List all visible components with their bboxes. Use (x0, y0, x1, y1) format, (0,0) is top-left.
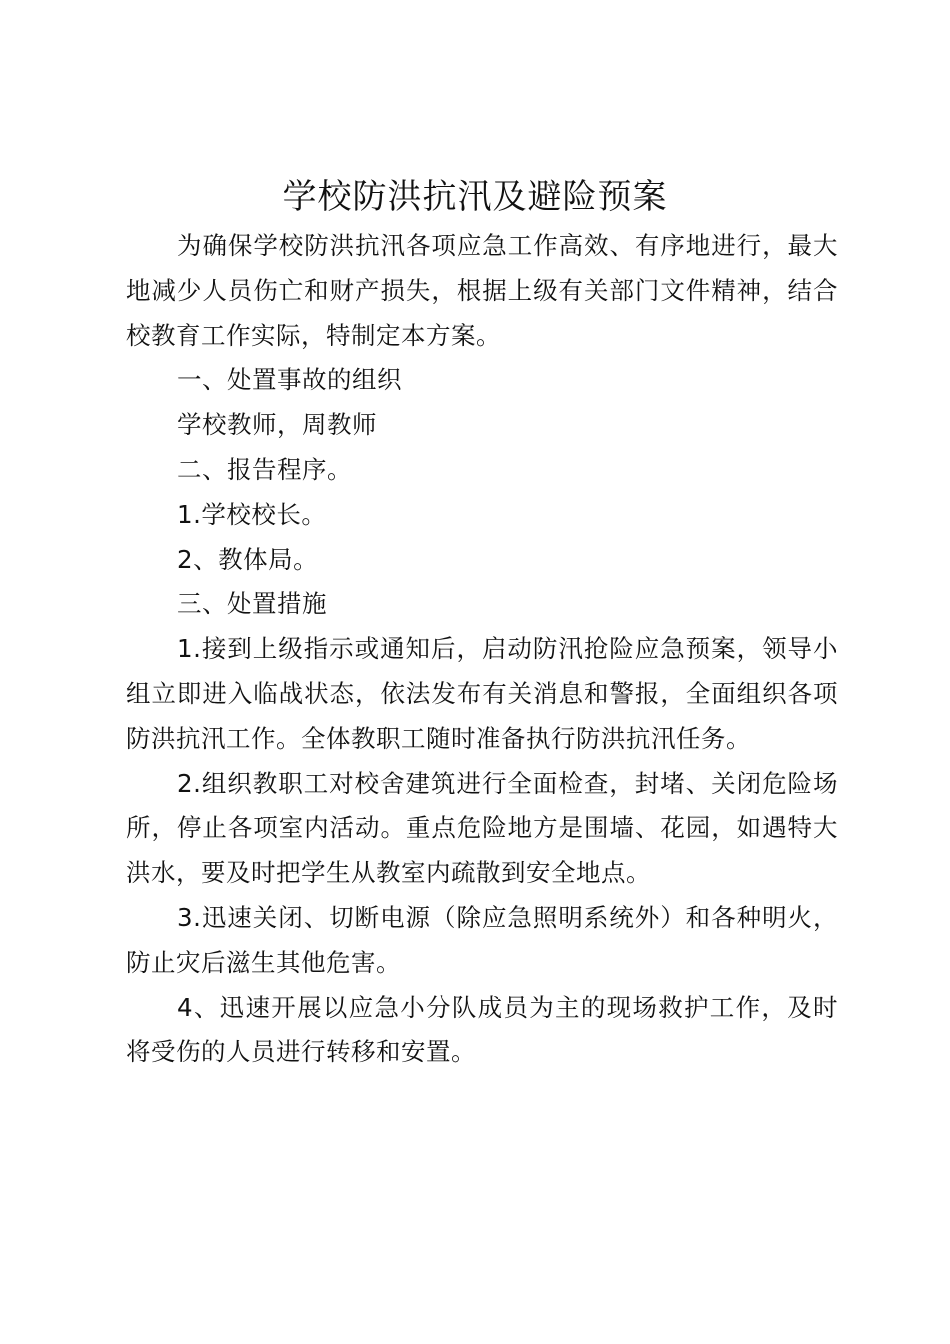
list-item-measure-3: 3.迅速关闭、切断电源（除应急照明系统外）和各种明火，防止灾后滋生其他危害。 (126, 902, 838, 977)
heading-measures: 三、处置措施 (177, 589, 327, 619)
paragraph-organization: 学校教师，周教师 (177, 410, 377, 440)
list-item-report-2: 2、教体局。 (177, 544, 319, 574)
paragraph-intro: 为确保学校防洪抗汛各项应急工作高效、有序地进行，最大地减少人员伤亡和财产损失，根据上级有关部门文件精神，结合校教育工作实际，特制定本方案。 (126, 231, 838, 350)
heading-organization: 一、处置事故的组织 (177, 365, 402, 395)
list-item-measure-4: 4、迅速开展以应急小分队成员为主的现场救护工作，及时将受伤的人员进行转移和安置。 (126, 992, 838, 1067)
heading-report-procedure: 二、报告程序。 (177, 454, 352, 484)
list-item-report-1: 1.学校校长。 (177, 499, 327, 529)
document-title: 学校防洪抗汛及避险预案 (282, 177, 668, 217)
list-item-measure-2: 2.组织教职工对校舍建筑进行全面检查，封堵、关闭危险场所，停止各项室内活动。重点危险地方是围墙、花园，如遇特大洪水，要及时把学生从教室内疏散到安全地点。 (126, 768, 838, 888)
list-item-measure-1: 1.接到上级指示或通知后，启动防汛抢险应急预案，领导小组立即进入临战状态，依法发布有关消息和警报，全面组织各项防洪抗汛工作。全体教职工随时准备执行防洪抗汛任务。 (126, 634, 838, 753)
document-body (126, 224, 838, 1075)
